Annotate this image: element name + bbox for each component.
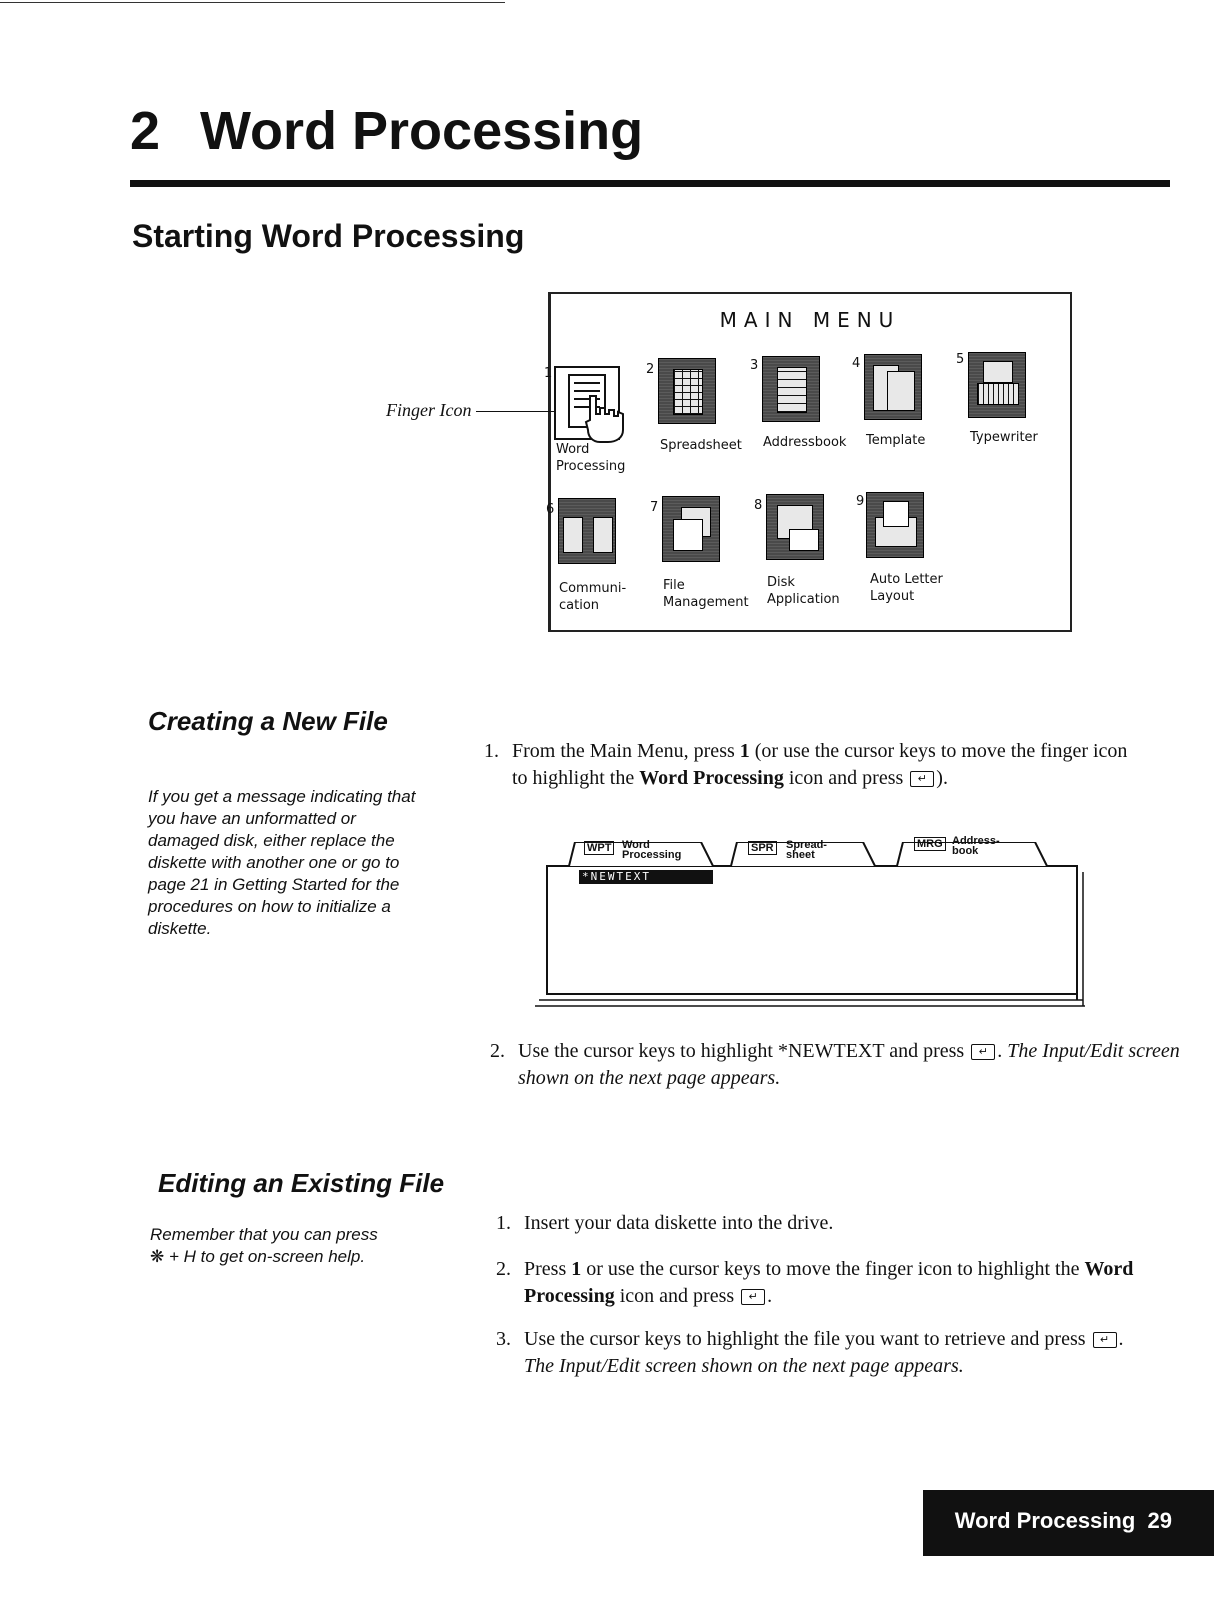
chapter-title: Word Processing (200, 101, 644, 161)
creating-step-1: 1. From the Main Menu, press 1 (or use the cursor keys to move the finger icon to highlight the Word Processing icon and press ↵ ). (484, 740, 1128, 789)
menu-item-number: 3 (750, 358, 759, 373)
editing-step-1: 1. Insert your data diskette into the drive. (496, 1210, 1176, 1237)
communication-icon[interactable] (558, 498, 616, 564)
menu-item-label: File Management (663, 578, 749, 610)
tab-spreadsheet[interactable]: SPR Spread- sheet (748, 843, 777, 854)
chapter-rule (130, 180, 1170, 187)
creating-step-2: 2. Use the cursor keys to highlight *NEWTEXT and press ↵ . The Input/Edit screen shown on the next page appears. (490, 1040, 1180, 1089)
command-key-icon: ❋ (150, 1247, 165, 1266)
page-number: 29 (1147, 1508, 1172, 1533)
enter-key-icon: ↵ (741, 1289, 765, 1305)
chapter-number: 2 (130, 101, 161, 161)
menu-item-label: Template (866, 433, 926, 448)
menu-item-number: 9 (856, 494, 865, 509)
top-rule (0, 2, 505, 3)
menu-item-label: Auto Letter Layout (870, 572, 943, 604)
menu-item-number: 2 (646, 362, 655, 377)
menu-item-label: Spreadsheet (660, 438, 742, 453)
typewriter-icon[interactable] (968, 352, 1026, 418)
enter-key-icon: ↵ (971, 1044, 995, 1060)
main-menu-title: MAIN MENU (719, 308, 901, 332)
finger-leader-line (476, 411, 566, 412)
menu-item-number: 7 (650, 500, 659, 515)
page-footer (923, 1490, 1214, 1556)
menu-item-number: 4 (852, 356, 861, 371)
file-management-icon[interactable] (662, 496, 720, 562)
footer-label: Word Processing (954, 1508, 1136, 1533)
editing-step-2: 2. Press 1 or use the cursor keys to move the finger icon to highlight the Word Processing icon and press ↵ . (496, 1258, 1134, 1307)
enter-key-icon: ↵ (910, 771, 934, 787)
disk-application-icon[interactable] (766, 494, 824, 560)
step-number: 1. (484, 740, 499, 762)
addressbook-icon[interactable] (762, 356, 820, 422)
editing-heading: Editing an Existing File (158, 1168, 445, 1198)
template-icon[interactable] (864, 354, 922, 420)
step-number: 1. (496, 1212, 511, 1234)
step-number: 3. (496, 1328, 511, 1350)
menu-item-label: Communi- cation (559, 581, 627, 613)
auto-letter-icon[interactable] (866, 492, 924, 558)
step-number: 2. (490, 1040, 505, 1062)
menu-item-label: Word Processing (556, 442, 626, 474)
creating-note: If you get a message indicating that you have an unformatted or damaged disk, either replace the diskette with another one or go to page 21 in Getting Started for the procedures on how to initialize a diskette. (148, 787, 416, 938)
file-folder-illustration (535, 842, 1087, 1010)
menu-item-label: Disk Application (767, 575, 840, 607)
editing-note: Remember that you can press ❋ + H to get on-screen help. (150, 1225, 378, 1266)
chapter-heading (130, 100, 643, 162)
tab-word-processing[interactable]: WPT Word Processing (584, 843, 614, 854)
step-number: 2. (496, 1258, 511, 1280)
finger-pointer-icon (582, 392, 628, 444)
editing-step-3: 3. Use the cursor keys to highlight the file you want to retrieve and press ↵ . The Input/Edit screen shown on the next page appears. (496, 1328, 1124, 1377)
menu-item-label: Typewriter (970, 430, 1038, 445)
creating-heading: Creating a New File (148, 706, 388, 736)
menu-item-label: Addressbook (763, 435, 847, 450)
menu-item-number: 8 (754, 498, 763, 513)
menu-item-number: 1 (544, 366, 553, 381)
tab-addressbook[interactable]: MRG Address- book (914, 839, 946, 850)
section-title: Starting Word Processing (132, 218, 525, 254)
newtext-file-highlight[interactable]: *NEWTEXT (582, 870, 651, 883)
menu-item-number: 6 (546, 502, 555, 517)
menu-item-number: 5 (956, 352, 965, 367)
finger-icon-label: Finger Icon (386, 400, 472, 420)
spreadsheet-icon[interactable] (658, 358, 716, 424)
enter-key-icon: ↵ (1093, 1332, 1117, 1348)
